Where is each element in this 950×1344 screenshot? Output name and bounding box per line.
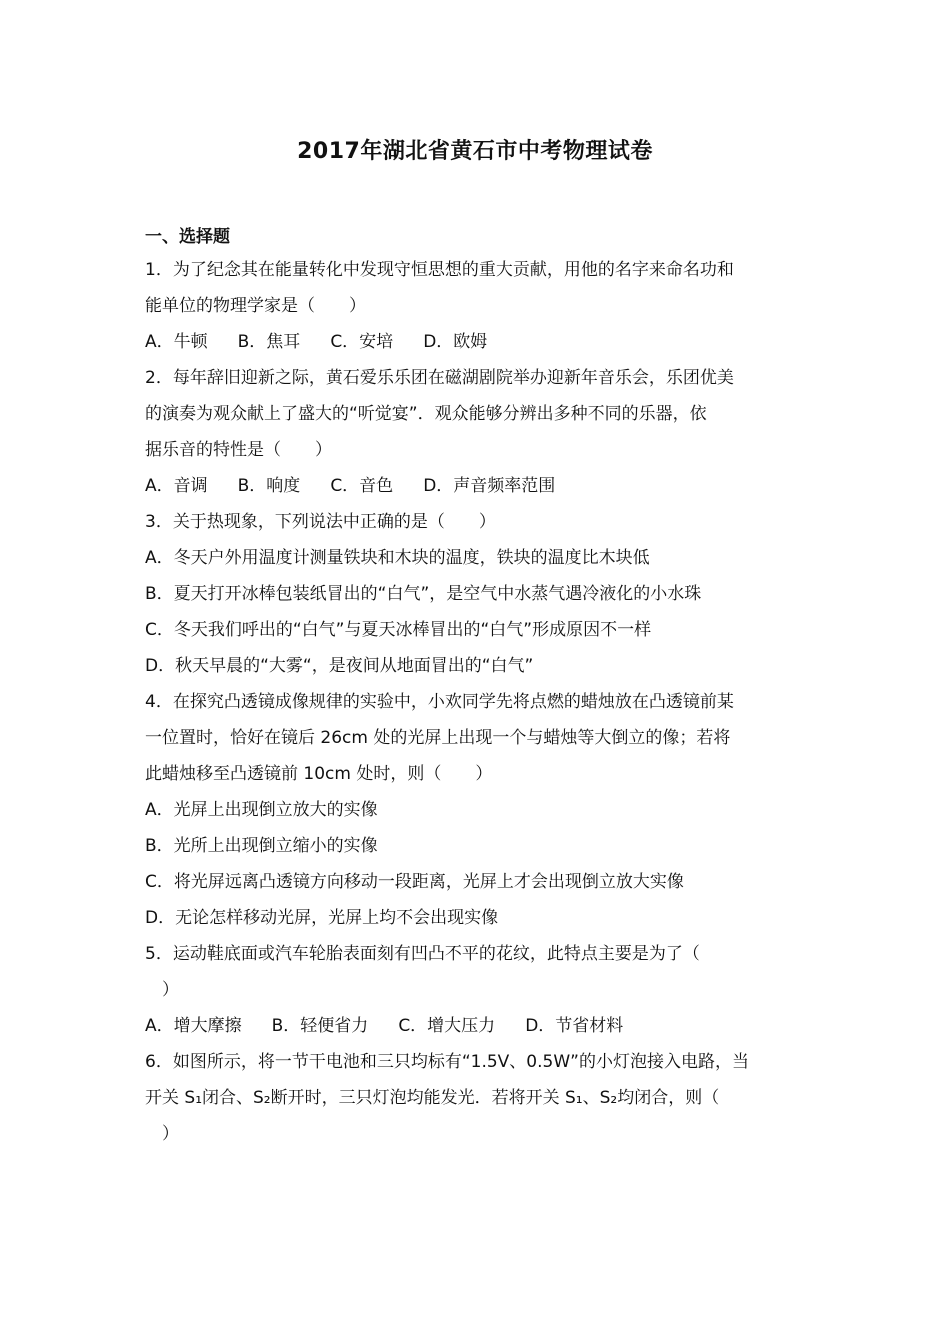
option-c: C．音色 — [330, 476, 394, 496]
question-2-options — [145, 468, 810, 504]
question-2-text: 2．每年辞旧迎新之际，黄石爱乐乐团在磁湖剧院举办迎新年音乐会，乐团优美 — [145, 368, 734, 388]
option-c: C．安培 — [330, 332, 394, 352]
question-1-options — [145, 324, 810, 360]
option-b: B．轻便省力 — [271, 1016, 369, 1036]
question-3-option-c: C．冬天我们呼出的“白气”与夏天冰棒冒出的“白气”形成原因不一样 — [145, 620, 652, 640]
question-4-text: 4．在探究凸透镜成像规律的实验中，小欢同学先将点燃的蜡烛放在凸透镜前某 — [145, 692, 734, 712]
question-6-text-end: ） — [145, 1124, 179, 1144]
option-c: C．增大压力 — [398, 1016, 496, 1036]
question-4-option-a: A．光屏上出现倒立放大的实像 — [145, 800, 378, 820]
option-d: D．声音频率范围 — [423, 476, 556, 496]
question-3-option-a: A．冬天户外用温度计测量铁块和木块的温度，铁块的温度比木块低 — [145, 548, 650, 568]
question-3-option-b: B．夏天打开冰棒包装纸冒出的“白气”，是空气中水蒸气遇冷液化的小水珠 — [145, 584, 702, 604]
option-b: B．焦耳 — [237, 332, 301, 352]
question-4-text-cont: 一位置时，恰好在镜后 26cm 处的光屏上出现一个与蜡烛等大倒立的像；若将 — [145, 728, 731, 748]
question-3-text: 3．关于热现象，下列说法中正确的是（ ） — [145, 512, 496, 532]
option-d: D．欧姆 — [423, 332, 488, 352]
page-title: 2017年湖北省黄石市中考物理试卷 — [297, 139, 653, 164]
question-4-option-b: B．光所上出现倒立缩小的实像 — [145, 836, 378, 856]
section-heading: 一、选择题 — [145, 227, 230, 247]
option-d: D．节省材料 — [525, 1016, 624, 1036]
question-4-text-end: 此蜡烛移至凸透镜前 10cm 处时，则（ ） — [145, 764, 493, 784]
question-5-text: 5．运动鞋底面或汽车轮胎表面刻有凹凸不平的花纹，此特点主要是为了（ — [145, 944, 700, 964]
option-b: B．响度 — [237, 476, 301, 496]
question-6-text-cont: 开关 S₁闭合、S₂断开时，三只灯泡均能发光．若将开关 S₁、S₂均闭合，则（ — [145, 1088, 720, 1108]
option-a: A．增大摩擦 — [145, 1016, 242, 1036]
question-5-options — [145, 1008, 810, 1044]
question-6-text: 6．如图所示，将一节干电池和三只均标有“1.5V、0.5W”的小灯泡接入电路，当 — [145, 1052, 749, 1072]
question-3-option-d: D．秋天早晨的“大雾“，是夜间从地面冒出的“白气” — [145, 656, 534, 676]
question-4-option-d: D．无论怎样移动光屏，光屏上均不会出现实像 — [145, 908, 499, 928]
question-1-text: 1．为了纪念其在能量转化中发现守恒思想的重大贡献，用他的名字来命名功和 — [145, 260, 734, 280]
question-1-text-cont: 能单位的物理学家是（ ） — [145, 296, 366, 316]
option-a: A．牛顿 — [145, 332, 208, 352]
question-2-text-end: 据乐音的特性是（ ） — [145, 440, 332, 460]
question-list — [145, 252, 810, 1152]
question-4-option-c: C．将光屏远离凸透镜方向移动一段距离，光屏上才会出现倒立放大实像 — [145, 872, 684, 892]
question-2-text-cont: 的演奏为观众献上了盛大的“听觉宴”．观众能够分辨出多种不同的乐器，依 — [145, 404, 707, 424]
option-a: A．音调 — [145, 476, 208, 496]
question-5-text-cont: ） — [145, 980, 179, 1000]
